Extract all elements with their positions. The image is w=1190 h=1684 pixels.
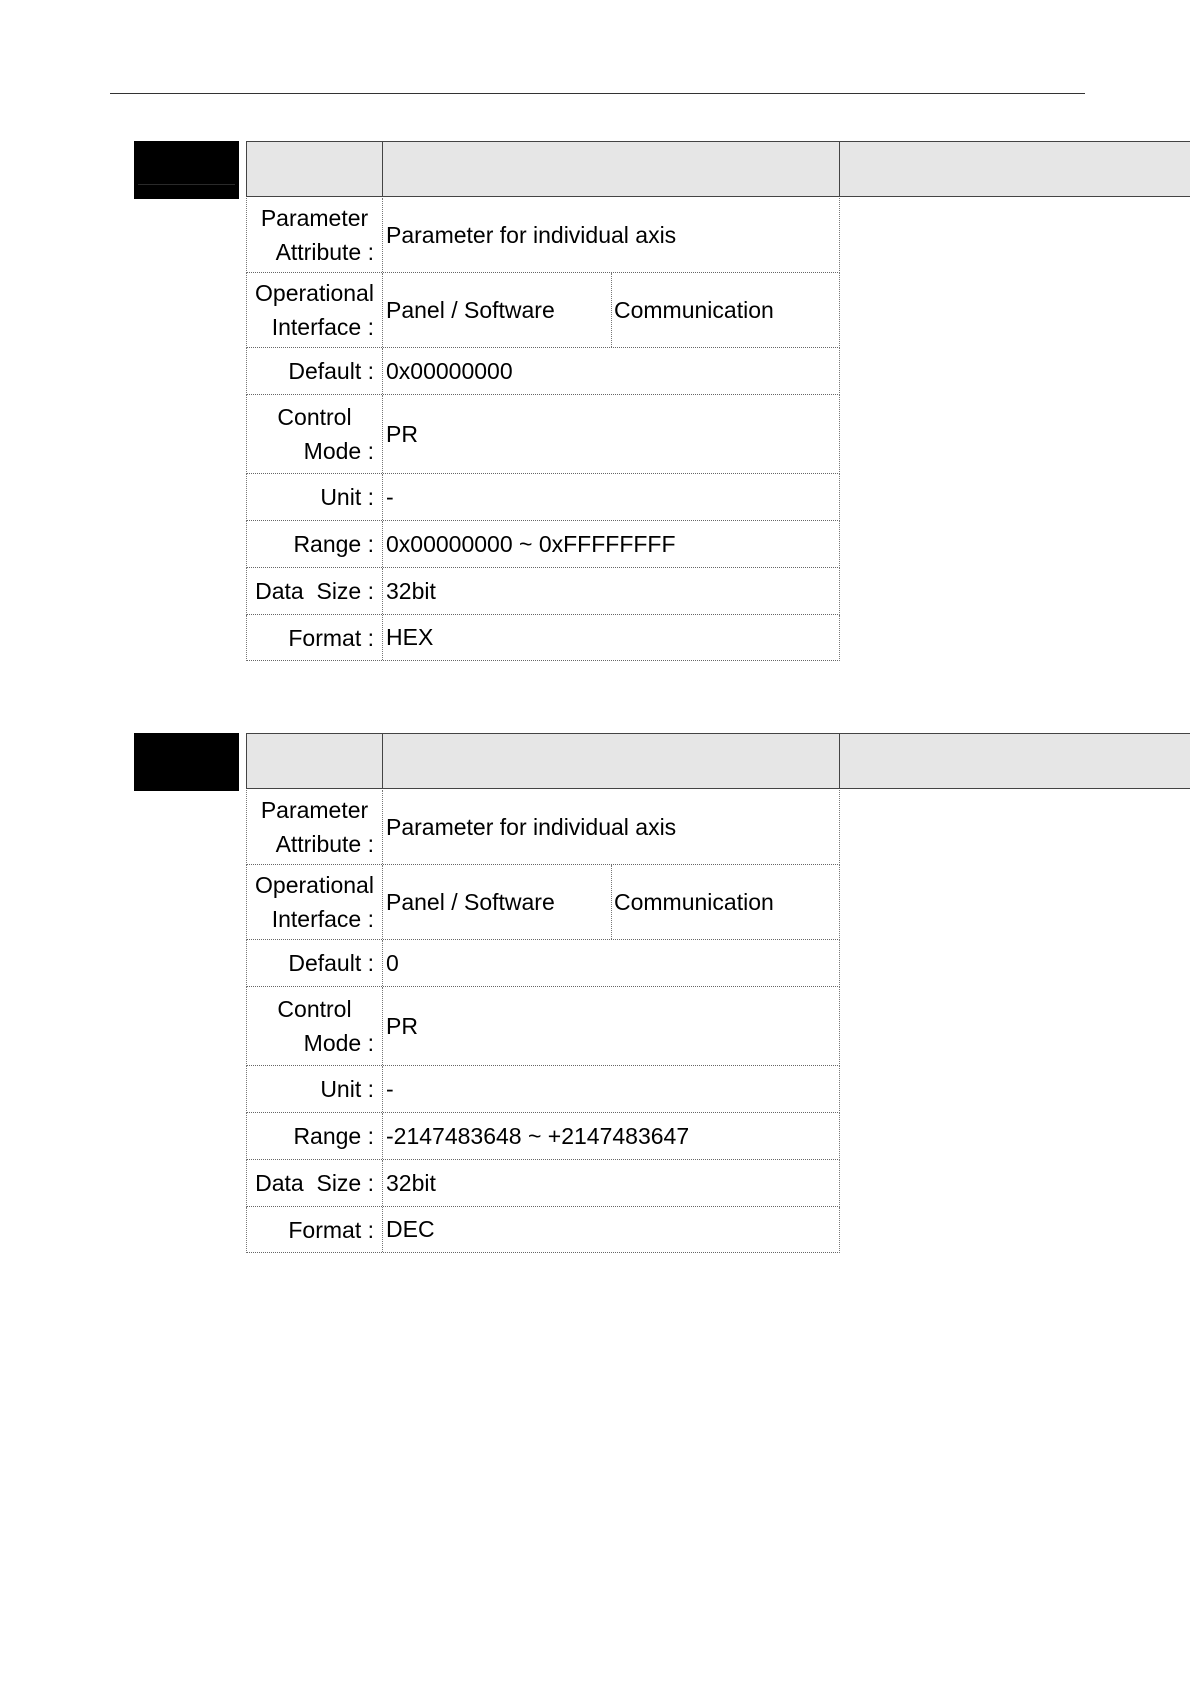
label-unit: Unit :: [247, 1066, 383, 1112]
header-cell-name: [382, 141, 840, 197]
parameter-header: [246, 141, 1190, 198]
header-cell-address: [839, 141, 1190, 197]
header-cell-name: [382, 733, 840, 789]
value-interface-panel: Panel / Software: [386, 296, 555, 323]
label-attribute-1: Parameter: [260, 205, 369, 231]
label-size: Data Size :: [247, 1160, 383, 1206]
row-control-mode: [246, 395, 840, 474]
row-format: [246, 615, 840, 661]
label-mode-1: Control: [277, 404, 352, 430]
value-default: 0x00000000: [386, 357, 513, 384]
parameter-tag: [134, 733, 239, 791]
value-size: 32bit: [386, 1169, 436, 1196]
row-unit: [246, 1066, 840, 1113]
value-range: -2147483648 ~ +2147483647: [386, 1122, 690, 1149]
value-interface-panel: Panel / Software: [386, 888, 555, 915]
label-mode-1: Control: [277, 996, 352, 1022]
label-attribute-2: Attribute :: [275, 239, 374, 265]
row-format: [246, 1207, 840, 1253]
label-default: Default :: [247, 348, 383, 394]
label-range: Range :: [247, 1113, 383, 1159]
parameter-tag: [134, 141, 239, 199]
row-interface: [246, 865, 840, 940]
value-range: 0x00000000 ~ 0xFFFFFFFF: [386, 530, 676, 557]
parameter-table: [246, 790, 840, 1253]
row-attribute: [246, 198, 840, 273]
value-mode: PR: [386, 420, 418, 447]
value-format: DEC: [386, 1216, 435, 1242]
value-attribute: Parameter for individual axis: [386, 813, 677, 840]
label-range: Range :: [247, 521, 383, 567]
row-interface: [246, 273, 840, 348]
header-cell-id: [246, 733, 383, 789]
label-mode-2: Mode :: [303, 1030, 374, 1056]
row-default: [246, 940, 840, 987]
value-attribute: Parameter for individual axis: [386, 221, 677, 248]
row-range: [246, 1113, 840, 1160]
value-unit: -: [386, 1075, 394, 1102]
header-cell-id: [246, 141, 383, 197]
value-default: 0: [386, 949, 399, 976]
label-default: Default :: [247, 940, 383, 986]
value-mode: PR: [386, 1012, 418, 1039]
header-cell-address: [839, 733, 1190, 789]
label-interface-1: Operational: [255, 280, 374, 306]
parameter-table: [246, 198, 840, 661]
parameter-header: [246, 733, 1190, 790]
row-unit: [246, 474, 840, 521]
value-size: 32bit: [386, 577, 436, 604]
label-interface-2: Interface :: [271, 906, 374, 932]
row-control-mode: [246, 987, 840, 1066]
label-interface-1: Operational: [255, 872, 374, 898]
label-unit: Unit :: [247, 474, 383, 520]
value-unit: -: [386, 483, 394, 510]
row-data-size: [246, 1160, 840, 1207]
value-interface-comm: Communication: [614, 888, 774, 915]
row-data-size: [246, 568, 840, 615]
value-interface-comm: Communication: [614, 296, 774, 323]
row-range: [246, 521, 840, 568]
label-format: Format :: [247, 1207, 383, 1252]
label-attribute-1: Parameter: [260, 797, 369, 823]
value-format: HEX: [386, 624, 434, 650]
label-format: Format :: [247, 615, 383, 660]
header-rule: [110, 93, 1085, 94]
label-interface-2: Interface :: [271, 314, 374, 340]
label-size: Data Size :: [247, 568, 383, 614]
label-mode-2: Mode :: [303, 438, 374, 464]
label-attribute-2: Attribute :: [275, 831, 374, 857]
row-attribute: [246, 790, 840, 865]
row-default: [246, 348, 840, 395]
